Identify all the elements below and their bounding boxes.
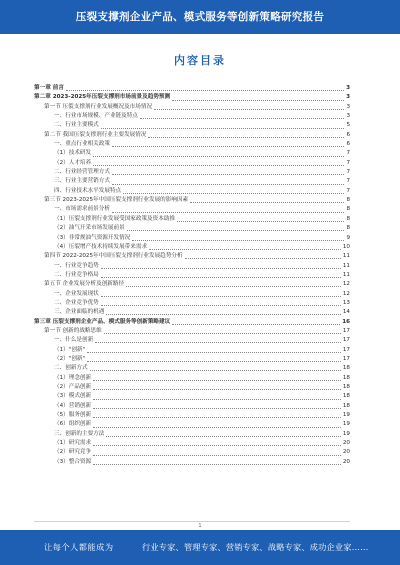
toc-dot-leader	[127, 230, 345, 231]
toc-dot-leader	[90, 370, 341, 371]
toc-dot-leader	[101, 296, 341, 297]
toc-entry-page: 7	[346, 178, 350, 185]
toc-entry[interactable]	[34, 224, 350, 233]
toc-entry-page: 14	[342, 309, 350, 316]
toc-entry-text: 第二节 我国压裂支撑剂行业主要发展情况	[44, 131, 147, 138]
toc-entry[interactable]	[34, 112, 350, 121]
toc-entry-text: 一、市场需求前景分析	[54, 206, 110, 213]
toc-entry[interactable]	[34, 290, 350, 299]
toc-entry-text: （3）模式创新	[54, 393, 92, 400]
toc-dot-leader	[106, 436, 341, 437]
toc-entry[interactable]	[34, 177, 350, 186]
toc-entry-text: 第一章 前言	[34, 85, 64, 91]
toc-entry[interactable]	[34, 383, 350, 392]
toc-entry[interactable]	[34, 149, 350, 158]
toc-entry[interactable]	[34, 215, 350, 224]
toc-dot-leader	[93, 156, 344, 157]
toc-dot-leader	[149, 249, 341, 250]
toc-entry-page: 10	[342, 243, 350, 250]
toc-entry[interactable]	[34, 448, 350, 457]
toc-entry[interactable]	[34, 458, 350, 467]
toc-entry-page: 3	[346, 113, 350, 120]
toc-entry-text: 三、行业主要营销方式	[54, 178, 110, 185]
toc-dot-leader	[101, 305, 341, 306]
toc-entry-text: （2）"创新"	[54, 355, 86, 362]
toc-entry-page: 19	[342, 412, 350, 419]
toc-dot-leader	[172, 100, 344, 101]
toc-dot-leader	[93, 464, 341, 465]
toc-dot-leader	[95, 342, 341, 343]
toc-entry[interactable]	[34, 346, 350, 355]
toc-entry-page: 5	[346, 122, 350, 129]
toc-entry[interactable]	[34, 252, 350, 261]
toc-entry-page: 18	[342, 374, 350, 381]
toc-entry[interactable]	[34, 187, 350, 196]
toc-entry-text: 第四节 2022-2025年中国压裂支撑剂行业发展趋势分析	[44, 253, 183, 260]
toc-entry-text: 一、重点行业相关政策	[54, 141, 110, 148]
toc-dot-leader	[132, 240, 344, 241]
toc-entry-text: 三、企业面临的机遇	[54, 309, 105, 316]
toc-entry-page: 8	[346, 225, 350, 232]
toc-entry[interactable]	[34, 411, 350, 420]
header-bar	[0, 0, 400, 34]
toc-entry-page: 19	[342, 430, 350, 437]
toc-entry[interactable]	[34, 355, 350, 364]
toc-entry-text: （2）油气开采市场发展前景	[54, 225, 125, 232]
toc-entry-text: （1）技术研发	[54, 150, 92, 157]
toc-entry-page: 8	[346, 206, 350, 213]
toc-entry-page: 17	[342, 346, 350, 353]
toc-entry-text: （5）服务创新	[54, 412, 92, 419]
toc-entry-text: （2）产品创新	[54, 384, 92, 390]
toc-dot-leader	[172, 324, 340, 325]
toc-dot-leader	[148, 137, 344, 138]
toc-entry-text: 第三节 2023-2025年中国压裂支撑剂行业发展的影响因素	[44, 197, 189, 204]
toc-entry[interactable]	[34, 262, 350, 271]
toc-entry-page: 20	[342, 440, 350, 447]
toc-entry[interactable]	[34, 84, 350, 93]
toc-entry[interactable]	[34, 299, 350, 308]
toc-entry-page: 11	[342, 262, 350, 269]
toc-entry-text: （1）研究需求	[54, 440, 92, 447]
toc-dot-leader	[190, 202, 344, 203]
toc-entry-text: （2）研究竞争	[54, 449, 92, 456]
toc-entry-page: 8	[346, 215, 350, 222]
toc-entry-page: 12	[342, 281, 350, 288]
toc-entry-text: 第三章 压裂支撑剂企业产品、模式服务等创新策略建议	[34, 318, 171, 325]
toc-entry[interactable]	[34, 374, 350, 383]
toc-entry-page: 9	[346, 234, 350, 241]
toc-dot-leader	[140, 118, 345, 119]
toc-entry-text: 第一节 创新的战略思维	[44, 327, 102, 334]
toc-dot-leader	[101, 128, 345, 129]
toc-dot-leader	[101, 277, 341, 278]
toc-dot-leader	[87, 361, 341, 362]
toc-entry[interactable]	[34, 243, 350, 252]
footer-tagline: 行业专家、管理专家、营销专家、战略专家、成功企业家……	[142, 542, 369, 552]
toc-entry-text: （4）压裂增产技术持续发展带来需求	[54, 243, 148, 250]
toc-entry-page: 17	[342, 337, 350, 344]
toc-entry-page: 7	[346, 187, 350, 194]
toc-entry-text: （4）营销创新	[54, 402, 92, 409]
toc-entry[interactable]	[34, 93, 350, 102]
toc-entry-text: 三、创新的主要方法	[54, 430, 105, 437]
toc-entry[interactable]	[34, 196, 350, 205]
toc-entry[interactable]	[34, 205, 350, 214]
toc-entry-text: 第一节 压裂支撑剂行业发展概况及市场情况	[44, 103, 153, 110]
toc-entry[interactable]	[34, 121, 350, 130]
toc-entry-page: 17	[342, 327, 350, 334]
toc-entry[interactable]	[34, 140, 350, 149]
toc-entry[interactable]	[34, 280, 350, 289]
toc-entry-page: 16	[342, 318, 350, 325]
toc-entry-text: 二、行业主要模式	[54, 122, 99, 129]
toc-entry-text: （3）整合资源	[54, 458, 92, 465]
toc-entry-page: 18	[342, 402, 350, 409]
toc-entry[interactable]	[34, 318, 350, 327]
toc-entry[interactable]	[34, 327, 350, 336]
footer-divider	[34, 521, 350, 522]
toc-dot-leader	[93, 380, 341, 381]
toc-entry-text: （1）"创新"	[54, 346, 86, 353]
toc-entry-text: （3）非常规油气资源开发情况	[54, 234, 131, 241]
toc-entry-page: 6	[346, 141, 350, 148]
toc-entry-text: 一、什么是创新	[54, 337, 94, 344]
toc-entry-page: 18	[342, 365, 350, 372]
toc-entry-page: 17	[342, 355, 350, 362]
toc-entry-page: 6	[346, 131, 350, 138]
table-of-contents	[34, 84, 350, 467]
toc-entry[interactable]	[34, 271, 350, 280]
toc-entry-text: （1）压裂支撑剂行业发展受国家政策及资本助推	[54, 215, 176, 222]
toc-dot-leader	[101, 268, 341, 269]
report-title: 压裂支撑剂企业产品、模式服务等创新策略研究报告	[75, 11, 325, 23]
toc-entry-text: 一、行业市场规模、产业链及特点	[54, 113, 138, 120]
toc-entry-page: 12	[342, 290, 350, 297]
toc-entry-page: 20	[342, 458, 350, 465]
toc-entry-page: 19	[342, 421, 350, 428]
toc-entry[interactable]	[34, 308, 350, 317]
toc-entry-page: 11	[342, 271, 350, 278]
toc-entry-text: 一、行业竞争趋势	[54, 262, 99, 269]
toc-dot-leader	[126, 286, 341, 287]
toc-entry[interactable]	[34, 439, 350, 448]
toc-entry-text: 一、企业发展现状	[54, 290, 99, 297]
toc-dot-leader	[93, 389, 341, 390]
toc-entry[interactable]	[34, 402, 350, 411]
toc-dot-leader	[93, 445, 341, 446]
toc-entry-page: 7	[346, 150, 350, 157]
toc-entry-text: 二、行业竞争格局	[54, 271, 99, 278]
toc-entry-text: 第二章 2023-2025年压裂支撑剂市场前景及趋势预测	[34, 94, 171, 101]
toc-entry-page: 8	[346, 197, 350, 204]
toc-dot-leader	[93, 165, 344, 166]
toc-entry-text: （2）人才培养	[54, 159, 92, 166]
toc-entry-page: 7	[346, 159, 350, 166]
toc-entry-page: 18	[342, 393, 350, 400]
toc-entry-text: 二、行业经营管理方式	[54, 169, 110, 176]
toc-dot-leader	[112, 146, 344, 147]
toc-dot-leader	[93, 417, 341, 418]
toc-dot-leader	[185, 258, 341, 259]
toc-dot-leader	[112, 212, 344, 213]
toc-heading: 内容目录	[174, 54, 226, 67]
toc-entry[interactable]	[34, 103, 350, 112]
toc-entry-page: 3	[346, 85, 350, 91]
toc-entry[interactable]	[34, 159, 350, 168]
page-number: 1	[198, 523, 202, 529]
toc-entry-page: 11	[342, 253, 350, 260]
toc-entry-text: 四、行业技术水平发展特点	[54, 187, 122, 194]
toc-entry[interactable]	[34, 392, 350, 401]
toc-dot-leader	[93, 399, 341, 400]
toc-dot-leader	[177, 221, 344, 222]
toc-entry-page: 3	[346, 94, 350, 101]
toc-dot-leader	[123, 193, 344, 194]
toc-dot-leader	[112, 174, 344, 175]
toc-dot-leader	[112, 184, 344, 185]
toc-entry[interactable]	[34, 131, 350, 140]
toc-dot-leader	[66, 90, 344, 91]
toc-entry[interactable]	[34, 364, 350, 373]
toc-dot-leader	[93, 408, 341, 409]
toc-entry[interactable]	[34, 234, 350, 243]
toc-dot-leader	[87, 352, 341, 353]
toc-entry-page: 3	[346, 103, 350, 110]
toc-entry-page: 7	[346, 169, 350, 176]
toc-entry[interactable]	[34, 430, 350, 439]
footer-slogan: 让每个人都能成为	[44, 542, 114, 552]
toc-entry-text: 二、创新方式	[54, 365, 88, 372]
toc-entry-text: 第五节 企业发展分析及创新路径	[44, 281, 125, 288]
toc-entry[interactable]	[34, 420, 350, 429]
toc-entry-page: 13	[342, 299, 350, 306]
toc-dot-leader	[106, 314, 341, 315]
toc-dot-leader	[154, 109, 344, 110]
toc-entry-text: （6）组织创新	[54, 421, 92, 428]
footer-bar	[0, 530, 400, 565]
toc-entry[interactable]	[34, 336, 350, 345]
toc-entry-text: （1）理念创新	[54, 374, 92, 381]
toc-dot-leader	[93, 455, 341, 456]
toc-entry-text: 二、企业竞争优势	[54, 299, 99, 306]
toc-entry[interactable]	[34, 168, 350, 177]
toc-dot-leader	[93, 427, 341, 428]
toc-entry-page: 20	[342, 449, 350, 456]
toc-dot-leader	[104, 333, 341, 334]
toc-entry-page: 18	[342, 384, 350, 390]
